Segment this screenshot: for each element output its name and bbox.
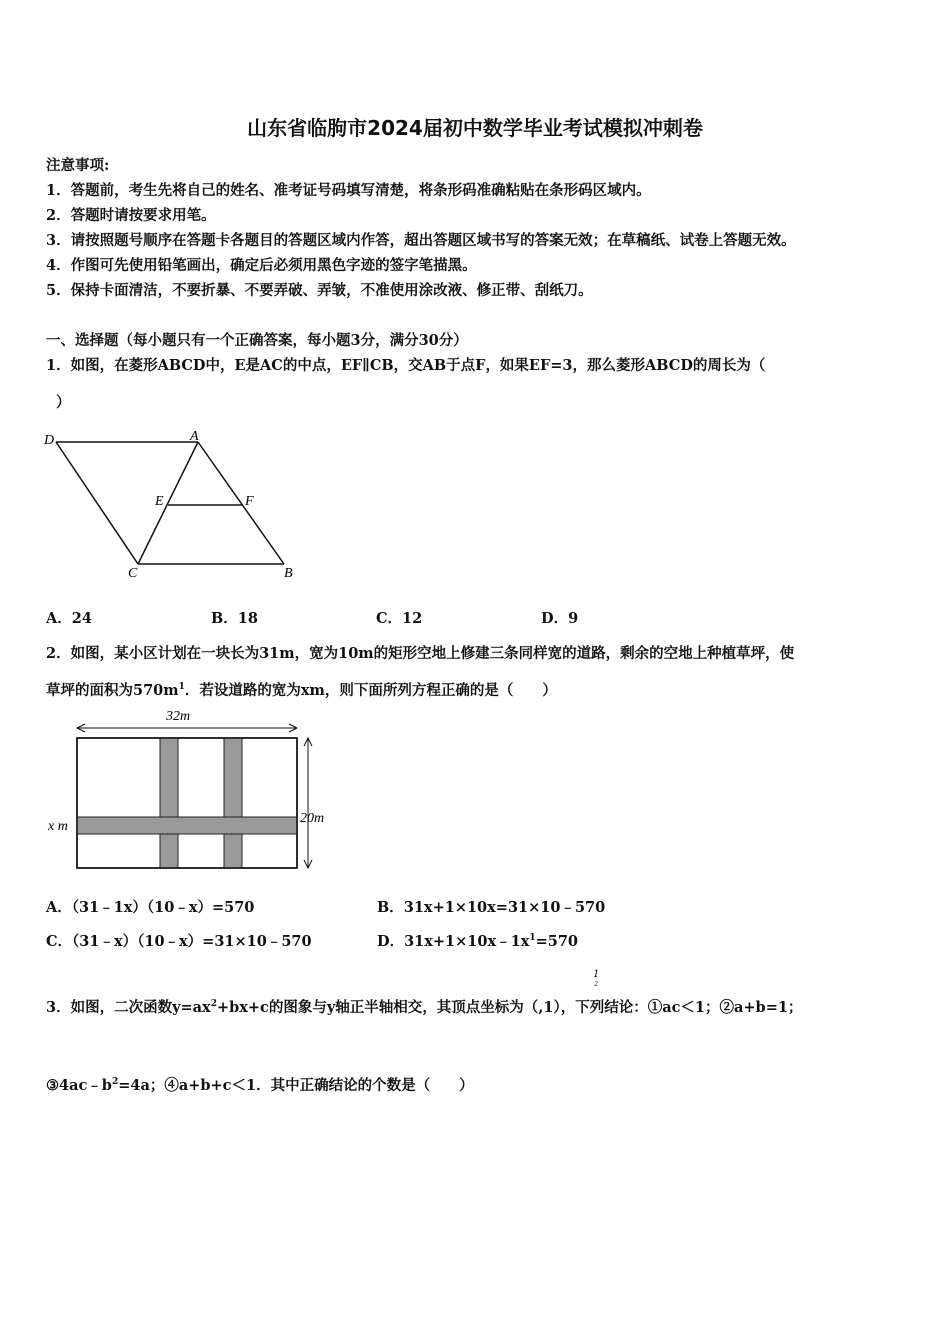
q2-option-d: D．$31x+1\times 10x﹣1x^1=570$ <box>377 933 579 950</box>
q3-text-cont: $③4ac﹣b^2=4a$；④a+b+c＜1．其中正确结论的个数是（ ） <box>46 1077 474 1094</box>
field-rect <box>77 738 297 868</box>
notice-item: 1．答题前，考生先将自己的姓名、准考证号码填写清楚，将条形码准确粘贴在条形码区域内。 <box>46 182 651 199</box>
notice-item: 4．作图可先使用铅笔画出，确定后必须用黑色字迹的签字笔描黑。 <box>46 257 477 274</box>
notice-heading: 注意事项: <box>46 157 110 174</box>
q2-option-a: A．（31﹣1x）（10﹣x）=570 <box>46 899 255 916</box>
page-title: 山东省临朐市2024届初中数学毕业考试模拟冲刺卷 <box>247 116 703 140</box>
q1-option-d: D．9 <box>541 610 579 627</box>
q2-text-cont: 草坪的面积为$570m^1$．若设道路的宽为xm，则下面所列方程正确的是（ ） <box>46 682 557 699</box>
label-C: C <box>128 566 138 581</box>
label-B: B <box>284 566 293 581</box>
edge-CD <box>56 442 138 564</box>
label-right: 20m <box>300 811 325 826</box>
label-D: D <box>44 433 55 448</box>
road-vertical-1 <box>160 738 178 868</box>
label-left: x m <box>48 819 68 834</box>
q3-text: 3．如图，二次函数$y=ax^2+bx+c$的图象与y轴正半轴相交，其顶点坐标为（,1），下列结论：①ac＜1；②a+b=1； <box>46 999 803 1016</box>
section-heading: 一、选择题（每小题只有一个正确答案，每小题3分，满分30分） <box>46 332 468 349</box>
notice-item: 5．保持卡面清洁，不要折暴、不要弄破、弄皱，不准使用涂改液、修正带、刮纸刀。 <box>46 282 593 299</box>
q1-text: 1．如图，在菱形ABCD中，E是AC的中点，EF∥CB，交AB于点F，如果EF=3，那么菱形ABCD的周长为（ <box>46 357 766 374</box>
label-E: E <box>155 494 164 509</box>
q1-text-cont: ） <box>56 394 71 411</box>
q2-option-c: C．（31﹣x）（10﹣x）=31×10﹣570 <box>46 933 312 950</box>
notice-item: 3．请按照题号顺序在答题卡各题目的答题区域内作答，超出答题区域书写的答案无效；在草稿纸、试卷上答题无效。 <box>46 232 796 249</box>
q2-rectangle-figure <box>44 704 344 876</box>
q3-fraction: 1 2 <box>593 969 600 988</box>
q1-rhombus-figure <box>40 428 310 583</box>
label-F: F <box>245 494 254 509</box>
q1-option-c: C．12 <box>376 610 423 627</box>
notice-item: 2．答题时请按要求用笔。 <box>46 207 216 224</box>
road-horizontal <box>77 817 297 834</box>
q2-option-b: B．31x+1×10x=31×10﹣570 <box>377 899 606 916</box>
q1-option-a: A．24 <box>46 610 92 627</box>
diagonal-AC <box>138 442 198 564</box>
edge-AB <box>198 442 284 564</box>
road-vertical-2 <box>224 738 242 868</box>
label-A: A <box>190 429 199 444</box>
q2-text: 2．如图，某小区计划在一块长为31m，宽为10m的矩形空地上修建三条同样宽的道路，剩余的空地上种植草坪，使 <box>46 645 795 662</box>
label-top: 32m <box>166 709 191 724</box>
q1-option-b: B．18 <box>211 610 258 627</box>
